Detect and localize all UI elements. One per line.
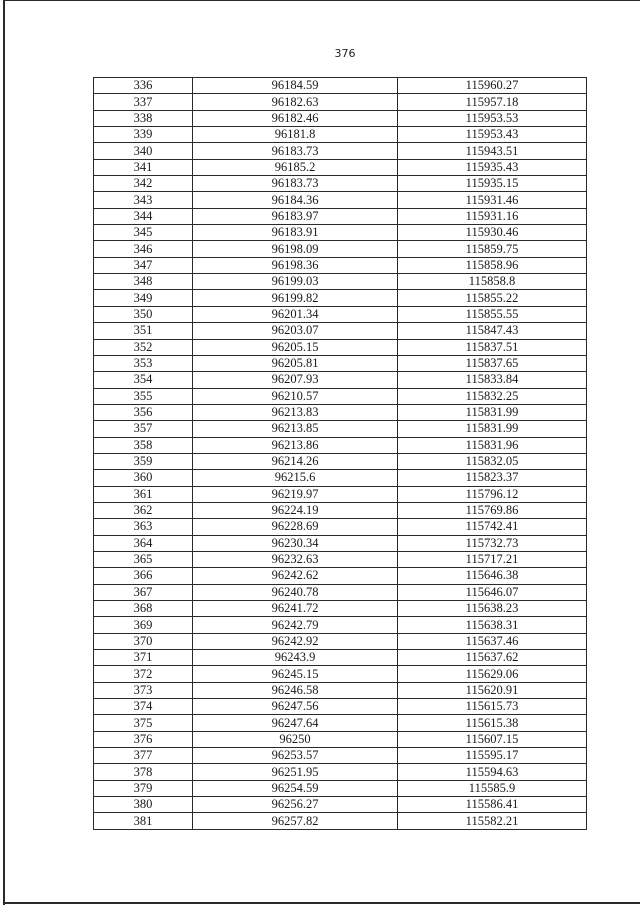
table-row [94,339,587,355]
table-row [94,502,587,518]
table-row [94,519,587,535]
y-coordinate-cell: 115837.65 [398,355,587,371]
point-number-cell: 349 [94,290,193,306]
y-coordinate-cell: 115960.27 [398,78,587,94]
x-coordinate-cell: 96230.34 [193,535,398,551]
coordinate-table-body [94,78,587,830]
table-row [94,551,587,567]
x-coordinate-cell: 96183.97 [193,208,398,224]
point-number-cell: 377 [94,748,193,764]
table-row [94,404,587,420]
point-number-cell: 375 [94,715,193,731]
table-row [94,257,587,273]
x-coordinate-cell: 96198.36 [193,257,398,273]
x-coordinate-cell: 96250 [193,731,398,747]
y-coordinate-cell: 115646.07 [398,584,587,600]
y-coordinate-cell: 115833.84 [398,372,587,388]
y-coordinate-cell: 115796.12 [398,486,587,502]
point-number-cell: 364 [94,535,193,551]
y-coordinate-cell: 115585.9 [398,780,587,796]
table-row [94,306,587,322]
x-coordinate-cell: 96219.97 [193,486,398,502]
y-coordinate-cell: 115859.75 [398,241,587,257]
table-row [94,290,587,306]
y-coordinate-cell: 115832.05 [398,453,587,469]
point-number-cell: 357 [94,421,193,437]
point-number-cell: 369 [94,617,193,633]
y-coordinate-cell: 115855.22 [398,290,587,306]
point-number-cell: 378 [94,764,193,780]
point-number-cell: 338 [94,110,193,126]
table-row [94,94,587,110]
table-row [94,797,587,813]
x-coordinate-cell: 96183.73 [193,143,398,159]
y-coordinate-cell: 115769.86 [398,502,587,518]
page-frame-top [3,0,640,1]
y-coordinate-cell: 115953.53 [398,110,587,126]
y-coordinate-cell: 115586.41 [398,797,587,813]
x-coordinate-cell: 96184.36 [193,192,398,208]
table-row [94,192,587,208]
point-number-cell: 372 [94,666,193,682]
x-coordinate-cell: 96207.93 [193,372,398,388]
point-number-cell: 373 [94,682,193,698]
table-row [94,437,587,453]
x-coordinate-cell: 96183.91 [193,225,398,241]
y-coordinate-cell: 115823.37 [398,470,587,486]
point-number-cell: 350 [94,306,193,322]
point-number-cell: 367 [94,584,193,600]
point-number-cell: 362 [94,502,193,518]
y-coordinate-cell: 115582.21 [398,813,587,829]
point-number-cell: 356 [94,404,193,420]
x-coordinate-cell: 96247.56 [193,699,398,715]
y-coordinate-cell: 115637.62 [398,650,587,666]
point-number-cell: 341 [94,159,193,175]
table-row [94,568,587,584]
point-number-cell: 355 [94,388,193,404]
y-coordinate-cell: 115620.91 [398,682,587,698]
table-row [94,666,587,682]
coordinate-table [93,77,587,830]
table-row [94,601,587,617]
y-coordinate-cell: 115638.23 [398,601,587,617]
y-coordinate-cell: 115646.38 [398,568,587,584]
point-number-cell: 380 [94,797,193,813]
x-coordinate-cell: 96246.58 [193,682,398,698]
table-row [94,764,587,780]
page-frame-left [3,0,5,905]
point-number-cell: 337 [94,94,193,110]
table-row [94,225,587,241]
point-number-cell: 343 [94,192,193,208]
x-coordinate-cell: 96181.8 [193,127,398,143]
point-number-cell: 371 [94,650,193,666]
table-row [94,355,587,371]
table-row [94,650,587,666]
x-coordinate-cell: 96214.26 [193,453,398,469]
point-number-cell: 366 [94,568,193,584]
table-row [94,372,587,388]
x-coordinate-cell: 96199.82 [193,290,398,306]
table-row [94,110,587,126]
point-number-cell: 358 [94,437,193,453]
x-coordinate-cell: 96183.73 [193,176,398,192]
y-coordinate-cell: 115858.8 [398,274,587,290]
x-coordinate-cell: 96198.09 [193,241,398,257]
point-number-cell: 340 [94,143,193,159]
point-number-cell: 365 [94,551,193,567]
x-coordinate-cell: 96242.92 [193,633,398,649]
point-number-cell: 351 [94,323,193,339]
table-row [94,715,587,731]
y-coordinate-cell: 115957.18 [398,94,587,110]
point-number-cell: 381 [94,813,193,829]
x-coordinate-cell: 96253.57 [193,748,398,764]
table-row [94,78,587,94]
x-coordinate-cell: 96242.62 [193,568,398,584]
table-row [94,813,587,829]
y-coordinate-cell: 115935.43 [398,159,587,175]
table-row [94,780,587,796]
x-coordinate-cell: 96185.2 [193,159,398,175]
x-coordinate-cell: 96240.78 [193,584,398,600]
table-row [94,535,587,551]
x-coordinate-cell: 96205.81 [193,355,398,371]
y-coordinate-cell: 115855.55 [398,306,587,322]
table-row [94,470,587,486]
point-number-cell: 352 [94,339,193,355]
x-coordinate-cell: 96182.63 [193,94,398,110]
point-number-cell: 339 [94,127,193,143]
y-coordinate-cell: 115638.31 [398,617,587,633]
y-coordinate-cell: 115831.96 [398,437,587,453]
y-coordinate-cell: 115732.73 [398,535,587,551]
x-coordinate-cell: 96213.86 [193,437,398,453]
y-coordinate-cell: 115953.43 [398,127,587,143]
y-coordinate-cell: 115858.96 [398,257,587,273]
table-row [94,699,587,715]
x-coordinate-cell: 96182.46 [193,110,398,126]
x-coordinate-cell: 96228.69 [193,519,398,535]
point-number-cell: 344 [94,208,193,224]
y-coordinate-cell: 115629.06 [398,666,587,682]
y-coordinate-cell: 115943.51 [398,143,587,159]
table-row [94,617,587,633]
point-number-cell: 379 [94,780,193,796]
table-row [94,486,587,502]
y-coordinate-cell: 115615.38 [398,715,587,731]
table-row [94,241,587,257]
y-coordinate-cell: 115935.15 [398,176,587,192]
point-number-cell: 354 [94,372,193,388]
point-number-cell: 360 [94,470,193,486]
table-row [94,323,587,339]
y-coordinate-cell: 115607.15 [398,731,587,747]
y-coordinate-cell: 115832.25 [398,388,587,404]
table-row [94,421,587,437]
point-number-cell: 336 [94,78,193,94]
point-number-cell: 374 [94,699,193,715]
point-number-cell: 342 [94,176,193,192]
y-coordinate-cell: 115837.51 [398,339,587,355]
point-number-cell: 353 [94,355,193,371]
x-coordinate-cell: 96247.64 [193,715,398,731]
x-coordinate-cell: 96201.34 [193,306,398,322]
x-coordinate-cell: 96243.9 [193,650,398,666]
y-coordinate-cell: 115637.46 [398,633,587,649]
table-row [94,127,587,143]
y-coordinate-cell: 115742.41 [398,519,587,535]
y-coordinate-cell: 115831.99 [398,404,587,420]
table-row [94,682,587,698]
point-number-cell: 346 [94,241,193,257]
point-number-cell: 359 [94,453,193,469]
point-number-cell: 368 [94,601,193,617]
x-coordinate-cell: 96213.83 [193,404,398,420]
y-coordinate-cell: 115717.21 [398,551,587,567]
table-row [94,453,587,469]
x-coordinate-cell: 96242.79 [193,617,398,633]
x-coordinate-cell: 96254.59 [193,780,398,796]
table-row [94,208,587,224]
table-row [94,633,587,649]
x-coordinate-cell: 96210.57 [193,388,398,404]
y-coordinate-cell: 115847.43 [398,323,587,339]
x-coordinate-cell: 96199.03 [193,274,398,290]
x-coordinate-cell: 96245.15 [193,666,398,682]
table-row [94,731,587,747]
x-coordinate-cell: 96184.59 [193,78,398,94]
point-number-cell: 363 [94,519,193,535]
table-row [94,176,587,192]
page-number: 376 [334,47,356,60]
point-number-cell: 347 [94,257,193,273]
point-number-cell: 361 [94,486,193,502]
y-coordinate-cell: 115831.99 [398,421,587,437]
x-coordinate-cell: 96232.63 [193,551,398,567]
point-number-cell: 376 [94,731,193,747]
y-coordinate-cell: 115931.16 [398,208,587,224]
x-coordinate-cell: 96215.6 [193,470,398,486]
x-coordinate-cell: 96205.15 [193,339,398,355]
point-number-cell: 345 [94,225,193,241]
x-coordinate-cell: 96241.72 [193,601,398,617]
y-coordinate-cell: 115615.73 [398,699,587,715]
x-coordinate-cell: 96224.19 [193,502,398,518]
x-coordinate-cell: 96203.07 [193,323,398,339]
x-coordinate-cell: 96256.27 [193,797,398,813]
y-coordinate-cell: 115931.46 [398,192,587,208]
table-row [94,274,587,290]
table-row [94,584,587,600]
y-coordinate-cell: 115930.46 [398,225,587,241]
table-row [94,388,587,404]
table-row [94,159,587,175]
page-frame-bottom [3,902,640,904]
x-coordinate-cell: 96213.85 [193,421,398,437]
table-row [94,143,587,159]
y-coordinate-cell: 115595.17 [398,748,587,764]
point-number-cell: 348 [94,274,193,290]
x-coordinate-cell: 96251.95 [193,764,398,780]
point-number-cell: 370 [94,633,193,649]
y-coordinate-cell: 115594.63 [398,764,587,780]
table-row [94,748,587,764]
x-coordinate-cell: 96257.82 [193,813,398,829]
